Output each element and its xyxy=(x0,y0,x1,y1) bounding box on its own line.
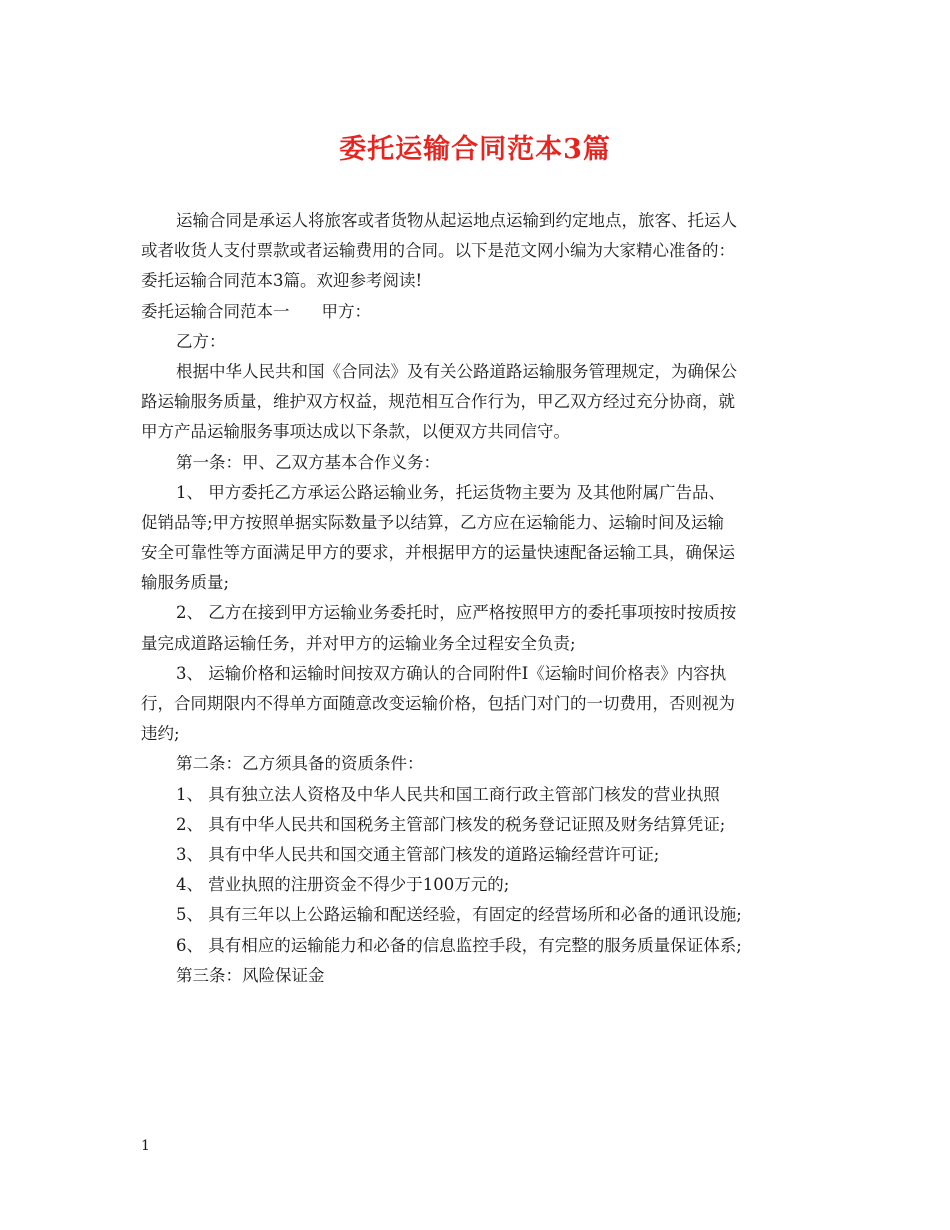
clause-line: 促销品等;甲方按照单据实际数量予以结算，乙方应在运输能力、运输时间及运输 xyxy=(141,512,725,532)
clause-line: 输服务质量; xyxy=(141,573,230,593)
clause-line: 6、 具有相应的运输能力和必备的信息监控手段，有完整的服务质量保证体系; xyxy=(176,935,742,955)
section-heading: 委托运输合同范本一 xyxy=(141,301,290,321)
paragraph-line: 甲方产品运输服务事项达成以下条款，以便双方共同信守。 xyxy=(141,422,570,442)
clause-line: 4、 营业执照的注册资金不得少于100万元的; xyxy=(176,875,510,895)
party-b-label: 乙方： xyxy=(176,331,226,351)
clause-line: 3、 具有中华人民共和国交通主管部门核发的道路运输经营许可证; xyxy=(176,844,660,864)
party-a-label: 甲方： xyxy=(321,301,371,321)
clause-line: 1、 具有独立法人资格及中华人民共和国工商行政主管部门核发的营业执照 xyxy=(176,784,720,804)
paragraph-line: 根据中华人民共和国《合同法》及有关公路道路运输服务管理规定，为确保公 xyxy=(176,361,737,381)
paragraph-line: 运输合同是承运人将旅客或者货物从起运地点运输到约定地点，旅客、托运人 xyxy=(176,211,737,230)
article-heading: 第一条：甲、乙双方基本合作义务： xyxy=(176,452,440,472)
paragraph-line: 路运输服务质量，维护双方权益，规范相互合作行为，甲乙双方经过充分协商，就 xyxy=(141,392,735,412)
document-body xyxy=(141,206,816,991)
clause-line: 3、 运输价格和运输时间按双方确认的合同附件Ⅰ《运输时间价格表》内容执 xyxy=(176,663,727,683)
clause-line: 安全可靠性等方面满足甲方的要求，并根据甲方的运量快速配备运输工具，确保运 xyxy=(141,543,735,563)
article-heading: 第三条：风险保证金 xyxy=(176,965,325,985)
page-number: 1 xyxy=(141,1138,150,1154)
clause-line: 量完成道路运输任务，并对甲方的运输业务全过程安全负责; xyxy=(141,633,576,653)
paragraph-line: 委托运输合同范本3篇。欢迎参考阅读! xyxy=(141,271,423,291)
clause-line: 5、 具有三年以上公路运输和配送经验，有固定的经营场所和必备的通讯设施; xyxy=(176,905,742,925)
article-heading: 第二条：乙方须具备的资质条件： xyxy=(176,754,424,774)
section-heading-line xyxy=(141,297,816,327)
clause-line: 2、 具有中华人民共和国税务主管部门核发的税务登记证照及财务结算凭证; xyxy=(176,814,726,834)
clause-line: 1、 甲方委托乙方承运公路运输业务，托运货物主要为 及其他附属广告品、 xyxy=(176,482,725,502)
clause-line: 行，合同期限内不得单方面随意改变运输价格，包括门对门的一切费用，否则视为 xyxy=(141,694,735,713)
clause-line: 违约; xyxy=(141,724,180,744)
document-title: 委托运输合同范本3篇 xyxy=(339,134,611,165)
clause-line: 2、 乙方在接到甲方运输业务委托时，应严格按照甲方的委托事项按时按质按 xyxy=(176,603,737,623)
paragraph-line: 或者收货人支付票款或者运输费用的合同。以下是范文网小编为大家精心准备的： xyxy=(141,241,735,261)
